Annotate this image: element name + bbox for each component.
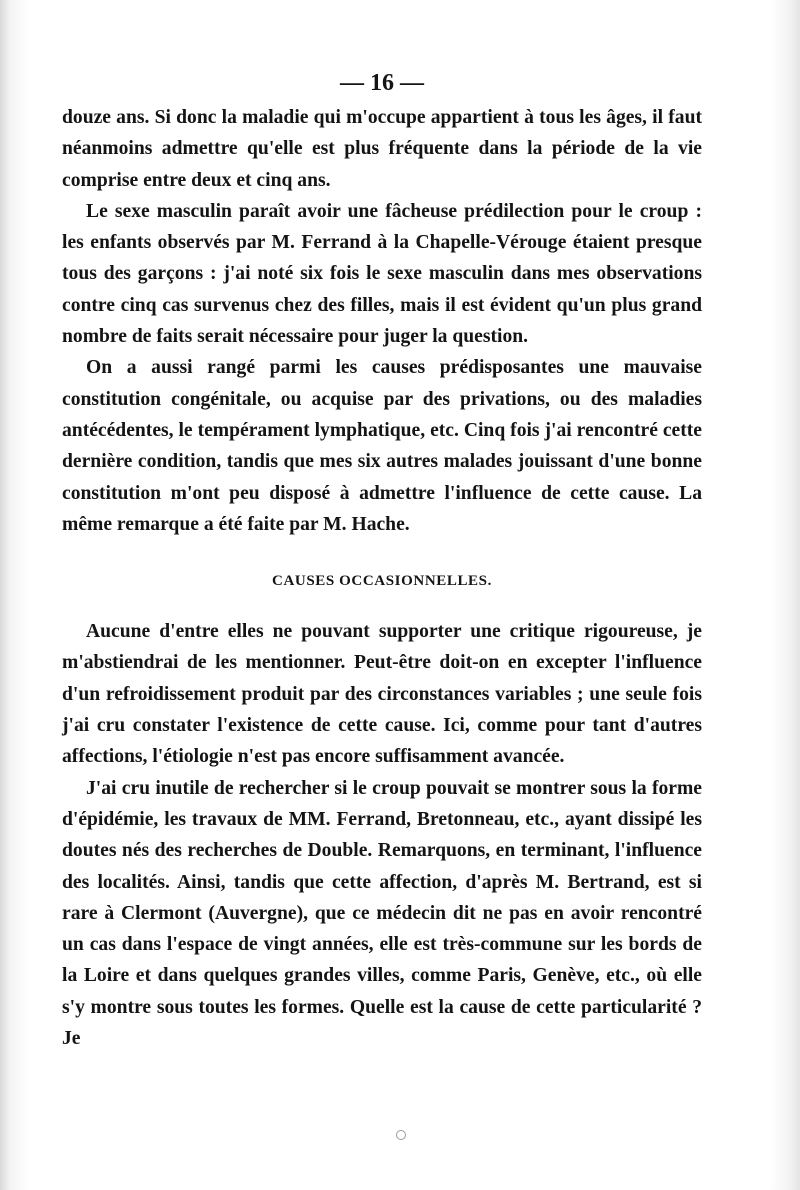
stray-ink-mark xyxy=(396,1130,406,1140)
paragraph-age: douze ans. Si donc la maladie qui m'occupe appartient à tous les âges, il faut néanmoins admettre qu'elle est plus fréquente dans la période de la vie comprise entre deux et cinq ans. xyxy=(62,107,702,191)
paragraph-constitution: On a aussi rangé parmi les causes prédisposantes une mauvaise constitution congénitale, ou acquise par des privations, ou des maladies antécédentes, le tempérament lymphatique, etc. Cinq fois j'ai rencontré cette dernière condition, tandis que mes six autres malades jouissant d'une bonne constitution m'ont peu disposé à admettre l'influence de cette cause. La même remarque a été faite par M. Hache. xyxy=(62,357,702,535)
paragraph-sex: Le sexe masculin paraît avoir une fâcheuse prédilection pour le croup : les enfants observés par M. Ferrand à la Chapelle-Vérouge étaient presque tous des garçons : j'ai noté six fois le sexe masculin dans mes observations contre cinq cas survenus chez des filles, mais il est évident qu'un plus grand nombre de faits serait nécessaire pour juger la question. xyxy=(62,200,702,348)
document-page xyxy=(62,66,702,1054)
paragraph-occasional-causes: Aucune d'entre elles ne pouvant supporter une critique rigoureuse, je m'abstiendrai de les mentionner. Peut-être doit-on en excepter l'influence d'un refroidissement produit par des circonstances variables ; une seule fois j'ai cru constater l'existence de cette cause. Ici, comme pour tant d'autres affections, l'étiologie n'est pas encore suffisamment avancée. xyxy=(62,621,702,768)
paragraph-epidemic: J'ai cru inutile de rechercher si le croup pouvait se montrer sous la forme d'épidémie, les travaux de MM. Ferrand, Bretonneau, etc., ayant dissipé les doutes nés des recherches de Double. Remarquons, en terminant, l'influence des localités. Ainsi, tandis que cette affection, d'après M. Bertrand, est si rare à Clermont (Auvergne), que ce médecin dit ne pas en avoir rencontré un cas dans l'espace de vingt années, elle est très-commune sur les bords de la Loire et dans quelques grandes villes, comme Paris, Genève, etc., où elle s'y montre sous toutes les formes. Quelle est la cause de cette particularité ? Je xyxy=(62,777,702,1050)
page-number: — 16 — xyxy=(340,70,424,96)
section-heading: CAUSES OCCASIONNELLES. xyxy=(272,573,492,590)
